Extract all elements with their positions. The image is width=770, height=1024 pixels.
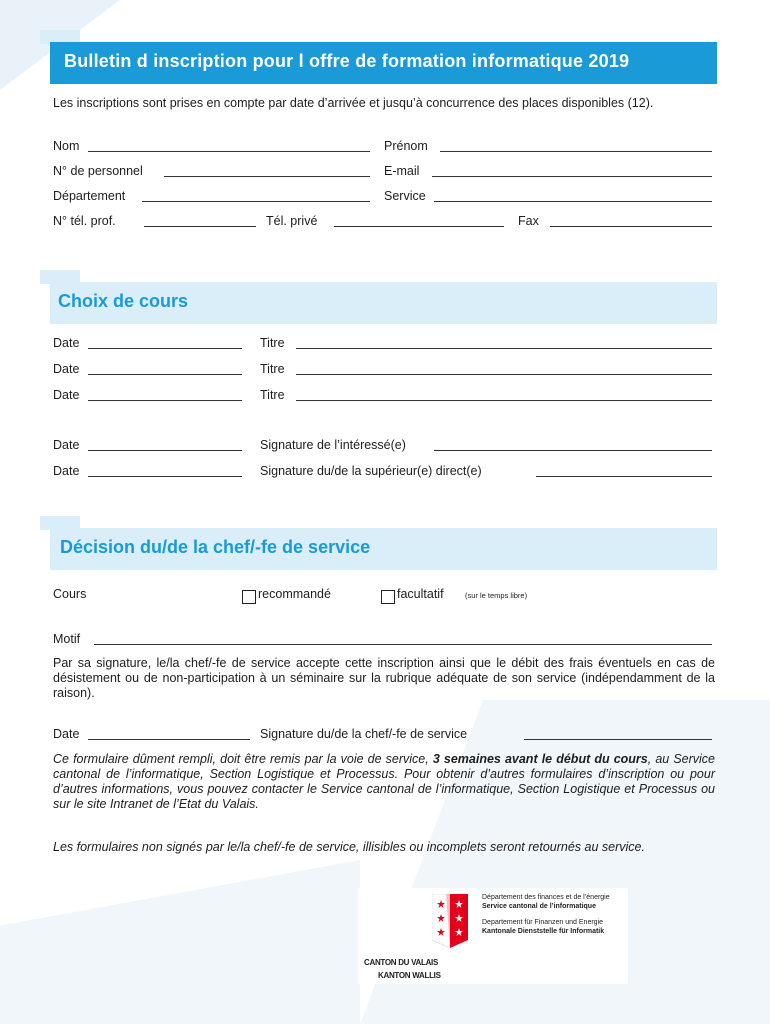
departement-label: Département	[53, 189, 126, 203]
service-fr: Service cantonal de l’informatique	[482, 903, 596, 910]
signature-date-field[interactable]	[88, 476, 242, 477]
chef-date-label: Date	[53, 727, 80, 741]
course-titre-field[interactable]	[296, 374, 712, 375]
prenom-label: Prénom	[384, 139, 428, 153]
tel-prive-label: Tél. privé	[266, 214, 318, 228]
signature-interesse-field[interactable]	[434, 450, 712, 451]
fax-field[interactable]	[550, 226, 712, 227]
course-titre-label: Titre	[260, 362, 285, 376]
decision-title: Décision du/de la chef/-fe de service	[60, 537, 371, 557]
courses-title: Choix de cours	[58, 291, 189, 311]
fax-label: Fax	[518, 214, 539, 228]
notice-part2: , au Service cantonal de l’informatique, Section Logistique et Processus. Pour obtenir d’autres formulaires d’inscription ou pour d’autres informations, vous pouvez contacter le Service cantonal de l’informatique, Section Logistique et Processus ou sur le site Intranet de l’Etat du Valais.	[53, 752, 715, 811]
signature-superieur-label: Signature du/de la supérieur(e) direct(e)	[260, 464, 482, 478]
email-field[interactable]	[432, 176, 712, 177]
course-date-label: Date	[53, 388, 80, 402]
notice-bold: 3 semaines avant le début du cours	[432, 752, 648, 766]
signature-date-field[interactable]	[88, 450, 242, 451]
background-shape	[0, 860, 360, 1024]
course-titre-label: Titre	[260, 388, 285, 402]
course-titre-field[interactable]	[296, 348, 712, 349]
nom-label: Nom	[53, 139, 80, 153]
canton-de: KANTON WALLIS	[378, 971, 441, 980]
course-date-label: Date	[53, 336, 80, 350]
service-de: Kantonale Dienststelle für Informatik	[482, 928, 605, 935]
course-date-field[interactable]	[88, 374, 242, 375]
valais-flag-icon	[432, 894, 468, 948]
dept-de: Departement für Finanzen und Energie	[482, 919, 604, 926]
signature-date-label: Date	[53, 438, 80, 452]
tel-prof-label: N° tél. prof.	[53, 214, 116, 228]
prenom-field[interactable]	[440, 151, 712, 152]
course-date-field[interactable]	[88, 400, 242, 401]
chef-date-field[interactable]	[88, 739, 250, 740]
recommande-checkbox[interactable]	[242, 590, 256, 604]
motif-field[interactable]	[94, 644, 712, 645]
intro-text: Les inscriptions sont prises en compte par date d’arrivée et jusqu’à concurrence des places disponibles (12).	[53, 96, 654, 110]
tel-prof-field[interactable]	[144, 226, 256, 227]
canton-fr: CANTON DU VALAIS	[364, 958, 439, 967]
header-bar	[50, 42, 717, 84]
signature-chef-label: Signature du/de la chef/-fe de service	[260, 727, 468, 741]
facultatif-label: facultatif	[397, 587, 444, 601]
service-label: Service	[384, 189, 426, 203]
personnel-label: N° de personnel	[53, 164, 143, 178]
notice-text	[53, 752, 715, 812]
recommande-label: recommandé	[258, 587, 331, 601]
tel-prive-field[interactable]	[334, 226, 504, 227]
nom-field[interactable]	[88, 151, 370, 152]
departement-field[interactable]	[142, 201, 370, 202]
personnel-field[interactable]	[164, 176, 370, 177]
course-titre-field[interactable]	[296, 400, 712, 401]
signature-interesse-label: Signature de l’intéressé(e)	[260, 438, 406, 452]
course-date-label: Date	[53, 362, 80, 376]
signature-chef-field[interactable]	[524, 739, 712, 740]
signature-superieur-field[interactable]	[536, 476, 712, 477]
email-label: E-mail	[384, 164, 420, 178]
notice2-text: Les formulaires non signés par le/la chef/-fe de service, illisibles ou incomplets seront retournés au service.	[53, 840, 645, 854]
service-field[interactable]	[434, 201, 712, 202]
facultatif-checkbox[interactable]	[381, 590, 395, 604]
cours-label: Cours	[53, 587, 87, 601]
course-titre-label: Titre	[260, 336, 285, 350]
facultatif-note: (sur le temps libre)	[465, 591, 528, 600]
dept-fr: Département des finances et de l’énergie	[482, 894, 610, 901]
decision-paragraph: Par sa signature, le/la chef/-fe de service accepte cette inscription ainsi que le débit des frais éventuels en cas de désistement ou de non-participation à un séminaire sur la rubrique adéquate de son service (indépendamment de la raison).	[53, 656, 715, 700]
notice-part1: Ce formulaire dûment rempli, doit être remis par la voie de service,	[53, 752, 433, 766]
motif-label: Motif	[53, 632, 81, 646]
course-date-field[interactable]	[88, 348, 242, 349]
page-title: Bulletin d inscription pour l offre de formation informatique 2019	[64, 51, 630, 71]
signature-date-label: Date	[53, 464, 80, 478]
